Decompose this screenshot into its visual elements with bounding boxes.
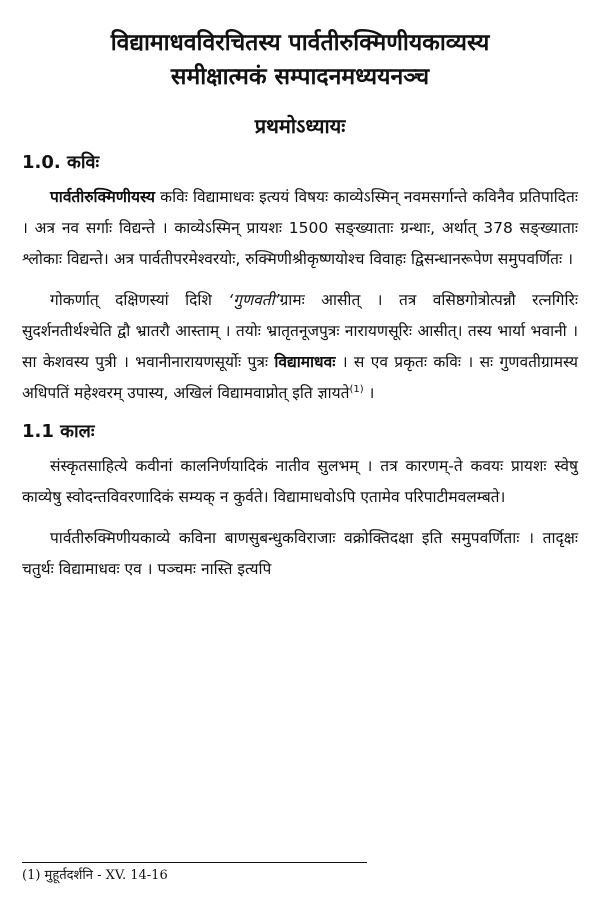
title-line-1: विद्यामाधवविरचितस्य पार्वतीरुक्मिणीयकाव्यस्य [110, 30, 490, 56]
footnote-reference: (1) [349, 383, 364, 395]
paragraph-poet-intro [22, 182, 578, 275]
title-line-2: समीक्षात्मकं सम्पादनमध्ययनञ्च [170, 64, 430, 90]
paragraph-period-1: संस्कृतसाहित्ये कवीनां कालनिर्णयादिकं नातीव सुलभम् । तत्र कारणम्-ते कवयः प्रायशः स्वेषु काव्येषु स्वोदन्तविवरणादिकं सम्यक् न कुर्वते। विद्यामाधवोऽपि एतामेव परिपाटीमवलम्बते। [22, 457, 578, 506]
bold-poet-name: विद्यामाधवः [274, 353, 336, 371]
paragraph-text: ग्रामः आसीत् । तत्र वसिष्ठगोत्रोत्पन्नौ रत्नगिरिः सुदर्शनतीर्थश्चेति द्वौ भ्रातरौ आस्ताम् । तयोः भ्रातृतनूजपुत्रः नारायणसूरिः आसीत्। तस्य भार्या भवानी । सा केशवस्य पुत्री । भवानीनारायणसूर्योः पुत्रः [22, 291, 578, 371]
paragraph-text: कविः विद्यामाधवः इत्ययं विषयः काव्येऽस्मिन् नवमसर्गान्ते कविनैव प्रतिपादितः । अत्र नव सर्गाः विद्यन्ते । काव्येऽस्मिन् प्रायशः 1500 सङ्ख्याताः ग्रन्थाः, अर्थात् 378 सङ्ख्याताः श्लोकाः विद्यन्ते। अत्र पार्वतीपरमेश्वरयोः, रुक्मिणीश्रीकृष्णयोश्च विवाहः द्विसन्धानरूपेण समुपवर्णितः । [22, 188, 578, 268]
section-heading-poet: 1.0. कविः [22, 152, 100, 173]
document-title [22, 26, 578, 94]
paragraph-text: । स एव प्रकृतः कविः । सः गुणवतीग्रामस्य अधिपतिं महेश्वरम् उपास्य, अखिलं विद्यामवाप्नोत् इति ज्ञायते [22, 353, 578, 402]
paragraph-text: । [363, 384, 375, 402]
paragraph-text: गोकर्णात् दक्षिणस्यां दिशि [50, 291, 229, 309]
section-heading-period: 1.1 कालः [22, 421, 95, 442]
footnote: (1) मुहूर्तदर्शनि - XV. 14-16 [22, 868, 168, 883]
footnote-divider [22, 862, 367, 863]
italic-village-name: ‘गुणवती’ [228, 291, 280, 309]
paragraph-period-2: पार्वतीरुक्मिणीयकाव्ये कविना बाणसुबन्धुकविराजाः वक्रोक्तिदक्षा इति समुपवर्णिताः । तादृक्षः चतुर्थः विद्यामाधवः एव । पञ्चमः नास्ति इत्यपि [22, 529, 578, 578]
bold-lead-term: पार्वतीरुक्मिणीयस्य [50, 188, 155, 206]
chapter-title: प्रथमोऽध्यायः [254, 114, 346, 138]
paragraph-poet-lineage [22, 285, 578, 409]
